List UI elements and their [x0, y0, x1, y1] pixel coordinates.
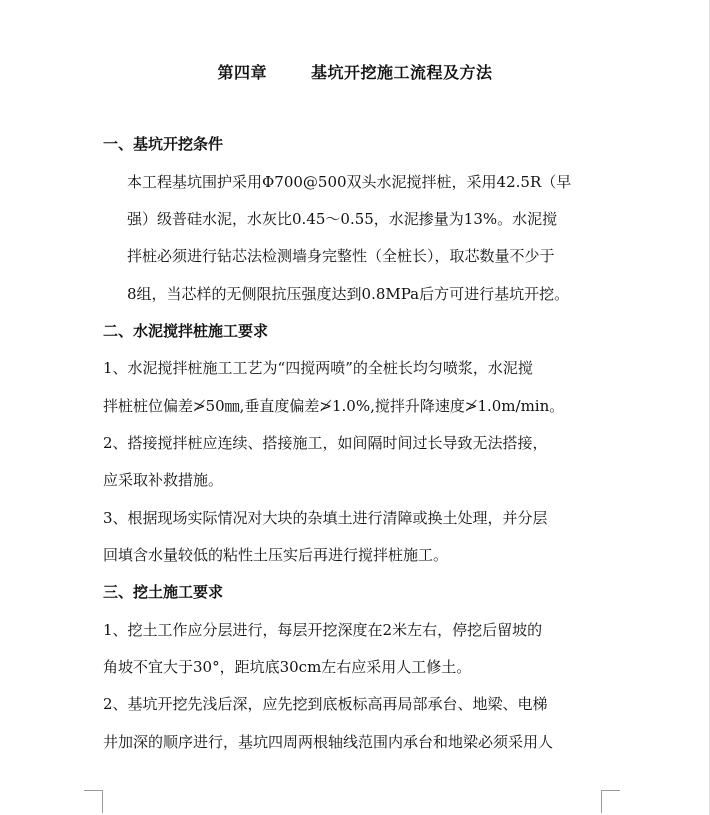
paragraph-line: 本工程基坑围护采用Φ700@500双头水泥搅拌桩，采用42.5R（早 [127, 173, 572, 191]
paragraph-line: 3、根据现场实际情况对大块的杂填土进行清障或换土处理，并分层 [103, 509, 548, 527]
margin-corner-mark-right [601, 790, 620, 813]
chapter-name: 基坑开挖施工流程及方法 [311, 63, 493, 82]
chapter-number: 第四章 [217, 63, 267, 82]
section-heading-1: 一、基坑开挖条件 [103, 135, 224, 153]
paragraph-line: 2、搭接搅拌桩应连续、搭接施工，如间隔时间过长导致无法搭接， [103, 434, 548, 452]
section-heading-2: 二、水泥搅拌桩施工要求 [103, 322, 269, 340]
chapter-title [0, 60, 710, 83]
paragraph-line: 应采取补救措施。 [103, 471, 224, 489]
paragraph-line: 2、基坑开挖先浅后深，应先挖到底板标高再局部承台、地梁、电梯 [103, 695, 548, 713]
margin-corner-mark-left [84, 790, 103, 813]
paragraph-line: 井加深的顺序进行，基坑四周两根轴线范围内承台和地梁必须采用人 [103, 733, 554, 751]
paragraph-line: 角坡不宜大于30°，距坑底30cm左右应采用人工修土。 [103, 658, 472, 676]
paragraph-line: 拌桩必须进行钻芯法检测墙身完整性（全桩长），取芯数量不少于 [127, 247, 555, 265]
paragraph-line: 1、挖土工作应分层进行，每层开挖深度在2米左右，停挖后留坡的 [103, 621, 543, 639]
paragraph-line: 回填含水量较低的粘性土压实后再进行搅拌桩施工。 [103, 546, 449, 564]
section-heading-3: 三、挖土施工要求 [103, 583, 224, 601]
paragraph-line: 1、水泥搅拌桩施工工艺为“四搅两喷”的全桩长均匀喷浆，水泥搅 [103, 359, 533, 377]
paragraph-line: 强）级普硅水泥，水灰比0.45～0.55，水泥掺量为13%。水泥搅 [127, 210, 558, 228]
paragraph-line: 拌桩桩位偏差≯50㎜,垂直度偏差≯1.0%,搅拌升降速度≯1.0m/min。 [103, 397, 565, 415]
paragraph-line: 8组，当芯样的无侧限抗压强度达到0.8MPa后方可进行基坑开挖。 [127, 285, 570, 303]
